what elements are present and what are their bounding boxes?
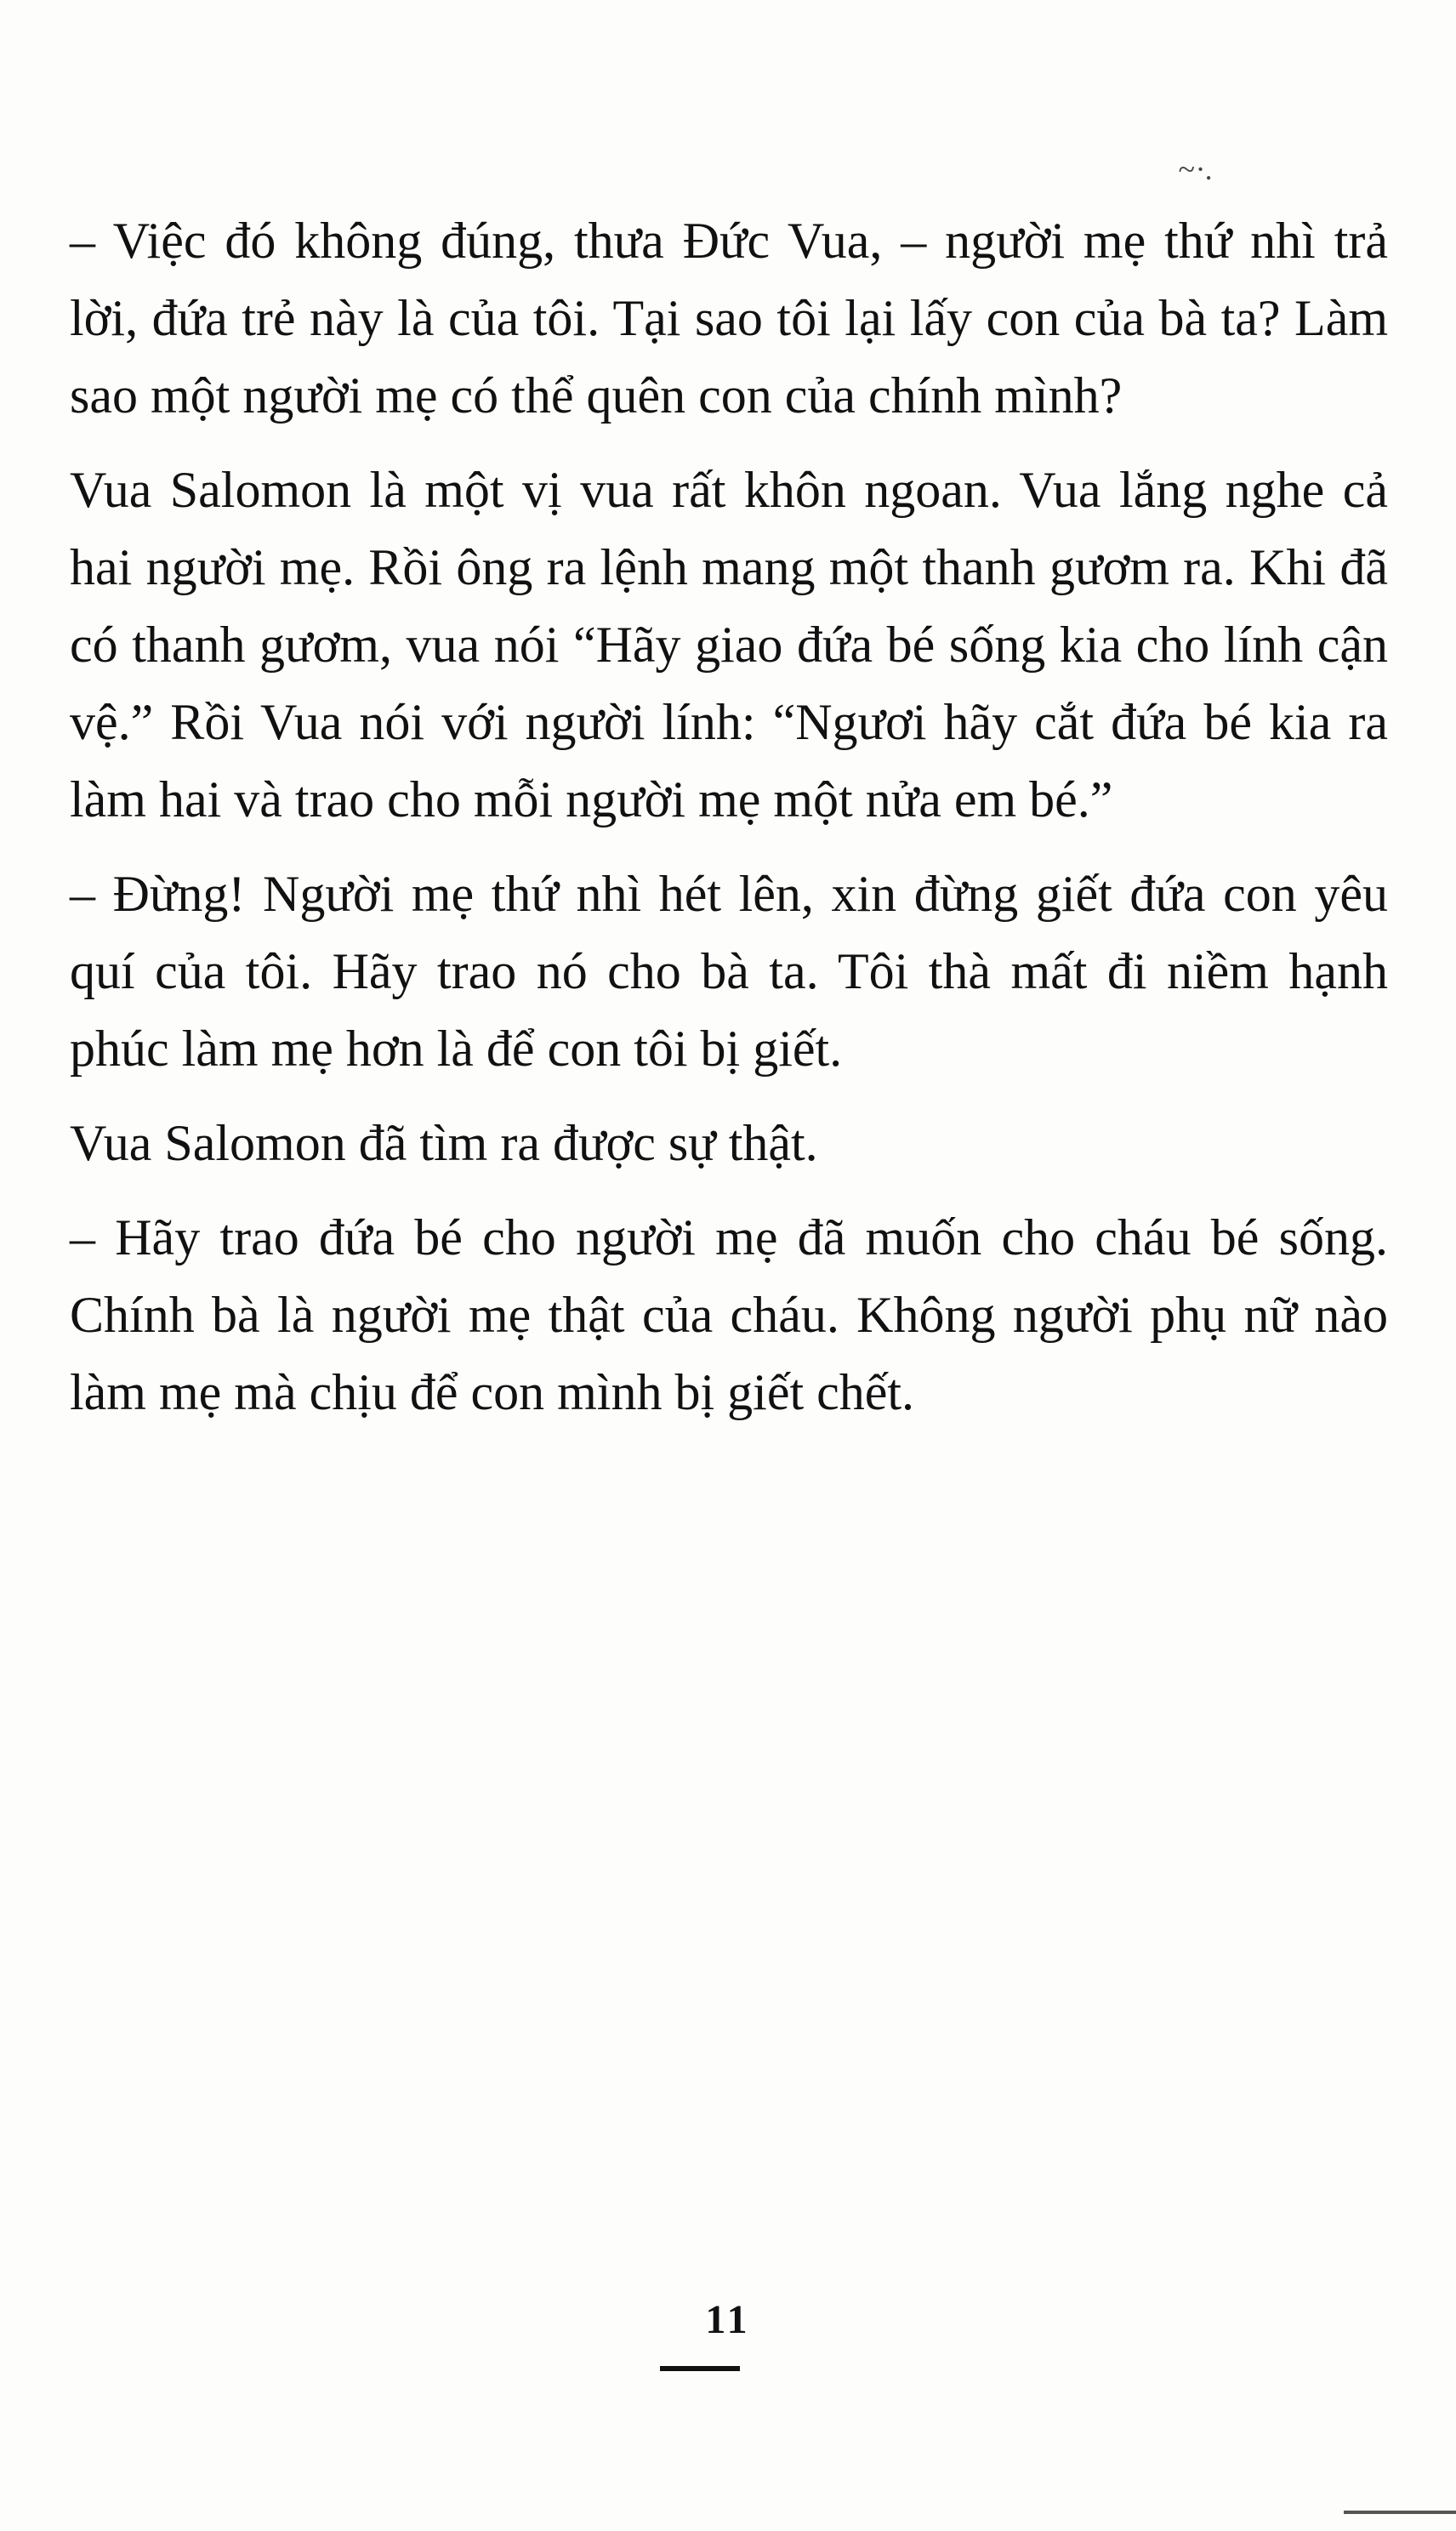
scan-artifact: ~·. xyxy=(1178,152,1215,186)
page-number: 11 xyxy=(705,2297,751,2342)
paragraph: – Đừng! Người mẹ thứ nhì hét lên, xin đừng giết đứa con yêu quí của tôi. Hãy trao nó cho bà ta. Tôi thà mất đi niềm hạnh phúc làm mẹ hơn là để con tôi bị giết. xyxy=(70,866,1388,1077)
paragraph: Vua Salomon đã tìm ra được sự thật. xyxy=(70,1115,818,1171)
paragraph: – Việc đó không đúng, thưa Đức Vua, – người mẹ thứ nhì trả lời, đứa trẻ này là của tôi. Tại sao tôi lại lấy con của bà ta? Làm sao một người mẹ có thể quên con của chính mình? xyxy=(70,213,1388,424)
paragraph: Vua Salomon là một vị vua rất khôn ngoan. Vua lắng nghe cả hai người mẹ. Rồi ông ra lệnh mang một thanh gươm ra. Khi đã có thanh gươm, vua nói “Hãy giao đứa bé sống kia cho lính cận vệ.” Rồi Vua nói với người lính: “Ngươi hãy cắt đứa bé kia ra làm hai và trao cho mỗi người mẹ một nửa em bé.” xyxy=(70,462,1388,828)
body-text xyxy=(70,202,1388,1448)
paragraph: – Hãy trao đứa bé cho người mẹ đã muốn cho cháu bé sống. Chính bà là người mẹ thật của cháu. Không người phụ nữ nào làm mẹ mà chịu để con mình bị giết chết. xyxy=(70,1209,1388,1420)
page-number-underline xyxy=(660,2366,740,2371)
bottom-edge-rule xyxy=(1344,2511,1456,2514)
